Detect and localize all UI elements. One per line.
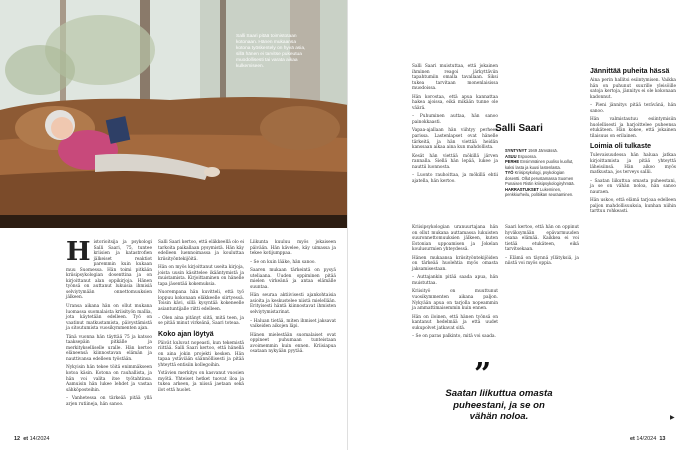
paragraph: Liikunta kuuluu myös jokaiseen päivään. Hän kävelee, käy uimassa ja tekee kotijumppaa. — [250, 240, 336, 257]
paragraph: Hän korostaa, että apua kannattaa hakea ajoissa, eikä mikään tunne ole väärä. — [412, 94, 498, 111]
portrait-photo — [0, 0, 348, 228]
intro-paragraph: istorioitsija ja psykologi Salli Saari, 75, tuntee kriisien ja katastrofien jälkeiset reaktiot paremmin kuin kukaan muu Suomessa. Hän toimi pitkään kriisipsykologian dosenttina ja on kirjoittanut alan oppikirjoja. Hänen työnsä on auttanut lukuisia ihmisiä selviytymään onnettomuuksien jälkeen. — [66, 240, 152, 301]
paragraph: Tänä vuonna hän täyttää 75 ja katsoo taaksepäin pitkälle ja merkitykselliselle uralle. Hän kertoo eläneensä kiinnostavan elämän ja nauttivansa edelleen työstään. — [66, 334, 152, 362]
paragraph: Hän uskoo, että elämä tarjoaa edelleen paljon mahdollisuuksia, kunhan niihin tarttuu rohkeasti. — [590, 198, 676, 215]
paragraph: Salli Saari kertoo, että eläkkeellä olo ei tarkoita paikallaan pysymistä. Hän käy edelleen luennoimassa ja kouluttaa kriisityöntekijöitä. — [158, 240, 244, 262]
subheading: Jännittää puheita hässä — [590, 68, 670, 75]
pull-quote: Saatan liikuttua omasta puheestani, ja se on vähän noloa. — [445, 388, 553, 422]
paragraph: Tulevaisuudessa hän haluaa jatkaa kirjoittamista ja pitää yhteyttä läheisiinsä. Hän aikoo myös matkustaa, jos terveys sallii. — [590, 153, 676, 176]
subheading: Koko ajan löytyä — [158, 330, 214, 338]
right-folio — [630, 436, 666, 442]
paragraph: Päivät kuluvat nopeasti, kun tekemistä riittää. Salli Saari kertoo, että hänellä on aina jokin projekti kesken. Hän tapaa ystäviään säännöllisesti ja pitää yhteyttä entisiin kollegoihin. — [158, 340, 244, 368]
magazine-name: et — [23, 436, 29, 442]
paragraph: Hänen mukaansa kriisityöntekijöiden on tärkeää huolehtia myös omasta jaksamisestaan. — [412, 255, 498, 272]
page-number: 12 — [14, 436, 21, 442]
profile-line: HARRASTUKSET Lukeminen, penkkiurheilu, politiikan seuraaminen. — [505, 186, 574, 197]
profile-box — [505, 148, 579, 198]
paragraph: Ystävien merkitys on kasvanut vuosien myötä. Yhteiset hetket tuovat iloa ja tukea arkeen, ja niissä jaetaan sekä ilot että huolet. — [158, 371, 244, 394]
paragraph: Kesät hän viettää mökillä järven rannalla. Siellä hän lepää, lukee ja nauttii luonnosta. — [412, 153, 498, 170]
paragraph: – Luonto rauhoittaa, ja mökillä ehtii ajatella, hän kertoo. — [412, 173, 498, 184]
article-column-6 — [505, 225, 579, 267]
continue-arrow-icon: ▶ — [670, 414, 675, 421]
issue-number: 14/2024 — [636, 436, 657, 442]
page-number: 13 — [659, 436, 666, 442]
paragraph: Hän seuraa aktiivisesti ajankohtaisia asioita ja keskustelee niistä mielellään. Erityisesti häntä kiinnostavat ihmisten selviytymistarinat. — [250, 293, 336, 316]
paragraph: – Haluan tietää, miten ihmiset jaksavat vaikeiden aikojen läpi. — [250, 318, 336, 330]
article-column-3 — [250, 240, 336, 355]
article-column-2 — [158, 240, 244, 394]
paragraph: Nuorempana hän kuvitteli, että työ loppuu kokonaan eläkkeelle siirtyessä. Toisin kävi, sillä kysyntää kokeneelle asiantuntijalle riitti edelleen. — [158, 290, 244, 313]
paragraph: Salli Saari muistuttaa, että jokainen ihminen reagoi järkyttäviin tapahtumiin omalla tavallaan. Siksi tukea tarvitaan monenlaisissa muodoissa. — [412, 64, 498, 92]
photo-caption: Salli Saari pitää toimistotaan kotonaan. Hänen mukaansa kotona työskentely on hyvä asia, sillä hänen ei tarvitse pukeutua muodollisesti tai varata aikaa kulkemiseen. — [236, 34, 306, 69]
paragraph: – Se on kuin lääke, hän sanoo. — [250, 259, 316, 265]
paragraph: – Saatan liikuttua omasta puheestani, ja se on vähän noloa, hän sanoo nauraen. — [590, 178, 676, 195]
paragraph: Hän valmistautuu esiintymisiin huolellisesti ja harjoittelee puheensa etukäteen. Hän kokee, että jokainen tilaisuus on erilainen. — [590, 117, 676, 139]
profile-line: TYÖ Kriisipsykologi, psykologian dosentti. Ollut perustamassa Suomen Punaisen Ristin kriisipsykologiryhmää. — [505, 170, 575, 186]
paragraph: – Elämä on täynnä yllätyksiä, ja niistä voi myös oppia. — [505, 255, 579, 267]
dropcap: H — [66, 237, 91, 267]
paragraph: Nykyisin hän tekee töitä enimmäkseen kotoa käsin. Kotona on rauhallista, ja hän voi valita itse työtahtinsa. Aamuisin hän lukee lehdet ja vastaa sähköposteihin. — [66, 365, 152, 393]
article-column-7 — [590, 64, 676, 215]
paragraph: Kriisityö on muuttunut vuosikymmenten aikana paljon. Nykyään apua on tarjolla nopeammin ja ammattimaisemmin kuin ennen. — [412, 289, 498, 312]
article-column-5 — [412, 225, 498, 340]
paragraph: Saari kertoo, että hän on oppinut hyväksymään epävarmuuden osana elämää. Kaikkea ei voi tietää etukäteen, eikä tarvitsekaan. — [505, 225, 579, 253]
paragraph: Kriisipsykologian uranuurtajana hän on ollut mukana auttamassa lukuisten suuronnettomuuksien jälkeen, kuten Estonian uppoamisen ja Jokelan koulusurmien yhteydessä. — [412, 225, 498, 253]
paragraph: Vapaa-ajallaan hän viihtyy perheen parissa. Lastenlapset ovat hänelle tärkeitä, ja hän viettää heidän kanssaan aikaa aina kun mahdollista. — [412, 128, 498, 151]
paragraph: Hän on iloinen, että hänen työnsä on kantanut hedelmää ja että uudet sukupolvet jatkavat sitä. — [412, 314, 498, 331]
paragraph: Aina perin hallitsi esiintymisen. Vaikka hän on puhunut suurille yleisöille satoja kertoja, jännitys ei ole kokonaan kadonnut. — [590, 78, 676, 100]
profile-name: Salli Saari — [495, 123, 543, 134]
profile-line: SYNTYNYT 1949 Jämsässä. — [505, 148, 558, 153]
quote-mark-icon: ” — [474, 357, 492, 392]
issue-number: 14/2024 — [29, 436, 50, 442]
paragraph: – Pieni jännitys pitää terävänä, hän sanoo. — [590, 103, 676, 114]
paragraph: – Auttajankin pitää saada apua, hän muistuttaa. — [412, 275, 498, 286]
paragraph: Saaren mukaan tärkeintä on pysyä uteliaana. Uuden oppiminen pitää mielen virkeänä ja antaa elämälle suuntaa. — [250, 268, 336, 290]
paragraph: Uransa aikana hän on ollut mukana luomassa suomalaista kriisityön mallia, jota käytetään edelleen. Työ on vaatinut matkustamista, päivystämistä ja sitoutumista vuosikymmenten ajan. — [66, 304, 152, 332]
paragraph: – Puhuminen auttaa, hän sanoo painokkaasti. — [412, 114, 498, 125]
paragraph: Hänen mielestään suomalaiset ovat oppineet puhumaan tunteistaan avoimemmin kuin ennen. Kriisiapua osataan nykyään pyytää. — [250, 332, 336, 355]
subheading: Loimia oli tulkaste — [590, 143, 652, 151]
paragraph: – Se on paras palkinto, mitä voi saada. — [412, 334, 496, 340]
profile-line: PERHE Ensimmäinen puoliso kuollut, kaksi lasta ja kuusi lastenlasta. — [505, 159, 574, 170]
paragraph: Hän on myös kirjoittanut useita kirjoja, joista uusin käsittelee ikääntymistä ja muistamista. Kirjoittaminen on hänelle tapa jäsentää kokemuksia. — [158, 265, 244, 287]
magazine-name: et — [630, 436, 635, 442]
paragraph: – Olen aina pitänyt siitä, mitä teen, ja se pitää minut virkeänä, Saari toteaa. — [158, 315, 244, 327]
article-column-1 — [66, 237, 152, 407]
profile-line: ASUU Espoossa. — [505, 153, 537, 159]
left-folio — [14, 436, 50, 442]
paragraph: – Vanhetessa on tärkeää pitää yllä arjen rutiineja, hän sanoo. — [66, 396, 152, 407]
